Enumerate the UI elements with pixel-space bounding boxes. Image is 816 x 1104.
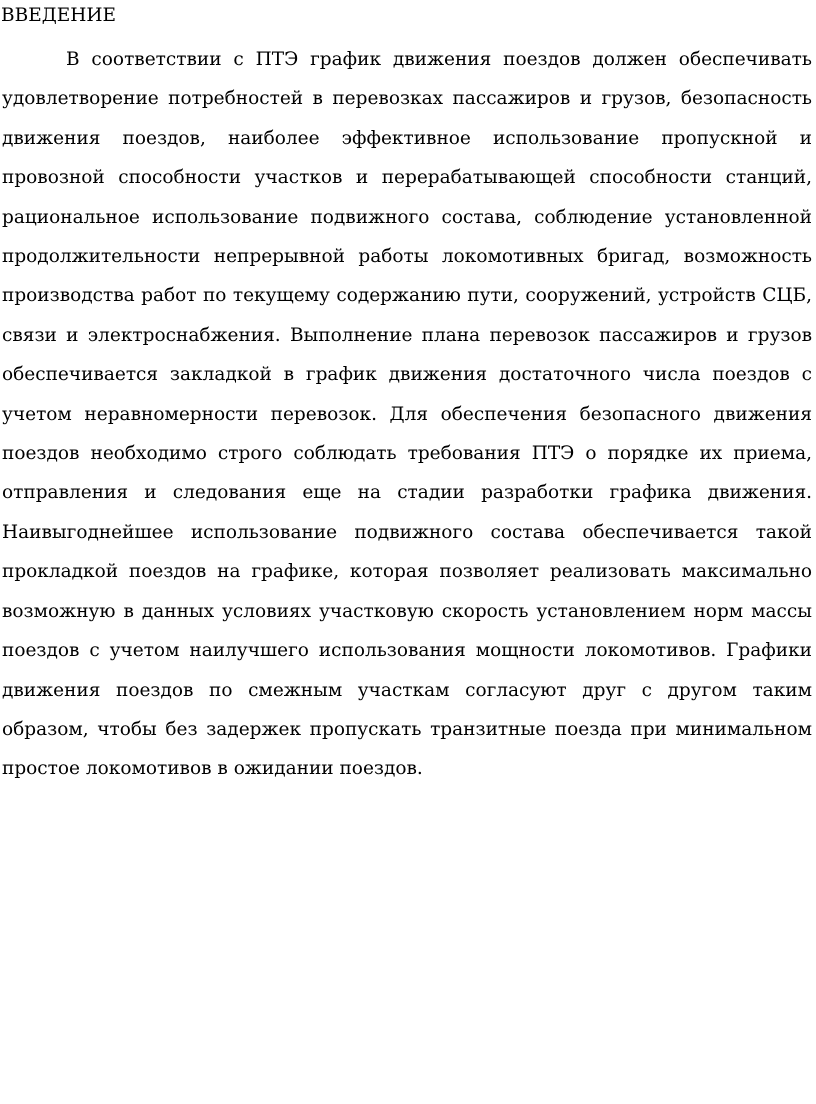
- section-heading: ВВЕДЕНИЕ: [1, 5, 117, 26]
- body-paragraph: В соответствии с ПТЭ график движения поездов должен обеспечивать удовлетворение потребностей в перевозках пассажиров и грузов, безопасность движения поездов, наиболее эффективное использование пропускной и провозной способности участков и перерабатывающей способности станций, рациональное использование подвижного состава, соблюдение установленной продолжительности непрерывной работы локомотивных бригад, возможность производства работ по текущему содержанию пути, сооружений, устройств СЦБ, связи и электроснабжения. Выполнение плана перевозок пассажиров и грузов обеспечивается закладкой в график движения достаточного числа поездов с учетом неравномерности перевозок. Для обеспечения безопасного движения поездов необходимо строго соблюдать требования ПТЭ о порядке их приема, отправления и следования еще на стадии разработки графика движения. Наивыгоднейшее использование подвижного состава обеспечивается такой прокладкой поездов на графике, которая позволяет реализовать максимально возможную в данных условиях участковую скорость установлением норм массы поездов с учетом наилучшего использования мощности локомотивов. Графики движения поездов по смежным участкам согласуют друг с другом таким образом, чтобы без задержек пропускать транзитные поезда при минимальном простое локомотивов в ожидании поездов.: [2, 49, 812, 780]
